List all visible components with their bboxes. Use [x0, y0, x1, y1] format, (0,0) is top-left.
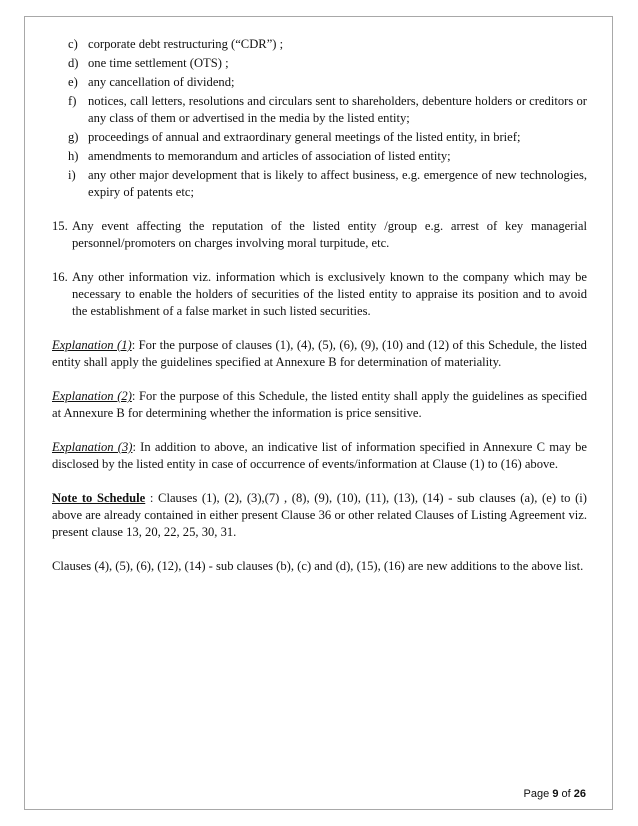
list-item-label: e) [68, 75, 78, 89]
list-item-text: proceedings of annual and extraordinary general meetings of the listed entity, in brief; [88, 130, 521, 144]
explanation-text: : For the purpose of this Schedule, the listed entity shall apply the guidelines as specified at Annexure B for determining whether the information is price sensitive. [52, 389, 587, 420]
list-item [52, 55, 587, 72]
list-item [52, 129, 587, 146]
list-item-text: any cancellation of dividend; [88, 75, 235, 89]
document-body [52, 36, 587, 575]
list-item [52, 74, 587, 91]
page-total: 26 [573, 788, 586, 800]
list-item-label: f) [68, 94, 77, 108]
clause-text: Any other information viz. information which is exclusively known to the company which may be necessary to enable the holders of securities of the listed entity to appraise its position and to avoid the establishment of a false market in such listed securities. [72, 270, 587, 318]
explanation-text: : In addition to above, an indicative list of information specified in Annexure C may be disclosed by the listed entity in case of occurrence of events/information at Clause (1) to (16) above. [52, 440, 587, 471]
list-item-text: any other major development that is likely to affect business, e.g. emergence of new technologies, expiry of patents etc; [88, 168, 587, 199]
list-item [52, 93, 587, 127]
explanation-3 [52, 439, 587, 473]
list-item-label: h) [68, 149, 79, 163]
note-to-schedule [52, 490, 587, 541]
explanation-label: Explanation (1) [52, 338, 132, 352]
explanation-1 [52, 337, 587, 371]
explanation-label: Explanation (3) [52, 440, 133, 454]
explanation-2 [52, 388, 587, 422]
sub-clause-list [52, 36, 587, 201]
list-item-text: corporate debt restructuring (“CDR”) ; [88, 37, 284, 51]
list-item-label: d) [68, 56, 79, 70]
list-item-text: one time settlement (OTS) ; [88, 56, 229, 70]
list-item-label: g) [68, 130, 79, 144]
list-item-text: amendments to memorandum and articles of association of listed entity; [88, 149, 451, 163]
list-item-label: c) [68, 37, 78, 51]
clause-text: Any event affecting the reputation of the listed entity /group e.g. arrest of key managerial personnel/promoters on charges involving moral turpitude, etc. [72, 219, 587, 250]
page-prefix: Page [523, 788, 550, 800]
page-of: of [561, 788, 571, 800]
clause-number: 15. [52, 219, 68, 233]
explanation-text: : For the purpose of clauses (1), (4), (5), (6), (9), (10) and (12) of this Schedule, the listed entity shall apply the guidelines specified at Annexure B for determination of materiality. [52, 338, 587, 369]
list-item [52, 36, 587, 53]
list-item [52, 148, 587, 165]
list-item [52, 167, 587, 201]
list-item-label: i) [68, 168, 76, 182]
note-label: Note to Schedule [52, 491, 146, 505]
clause-16 [52, 269, 587, 320]
clause-15 [52, 218, 587, 252]
closing-paragraph: Clauses (4), (5), (6), (12), (14) - sub clauses (b), (c) and (d), (15), (16) are new additions to the above list. [52, 559, 584, 573]
list-item-text: notices, call letters, resolutions and circulars sent to shareholders, debenture holders or creditors or any class of them or advertised in the media by the listed entity; [88, 94, 587, 125]
explanation-label: Explanation (2) [52, 389, 132, 403]
clause-number: 16. [52, 270, 68, 284]
note-text: : Clauses (1), (2), (3),(7) , (8), (9), (10), (11), (13), (14) - sub clauses (a), (e) to (i) above are already contained in either present Clause 36 or other related Clauses of Listing Agreement viz. present clause 13, 20, 22, 25, 30, 31. [52, 491, 587, 539]
page-number [524, 788, 586, 800]
page-current: 9 [552, 788, 559, 800]
